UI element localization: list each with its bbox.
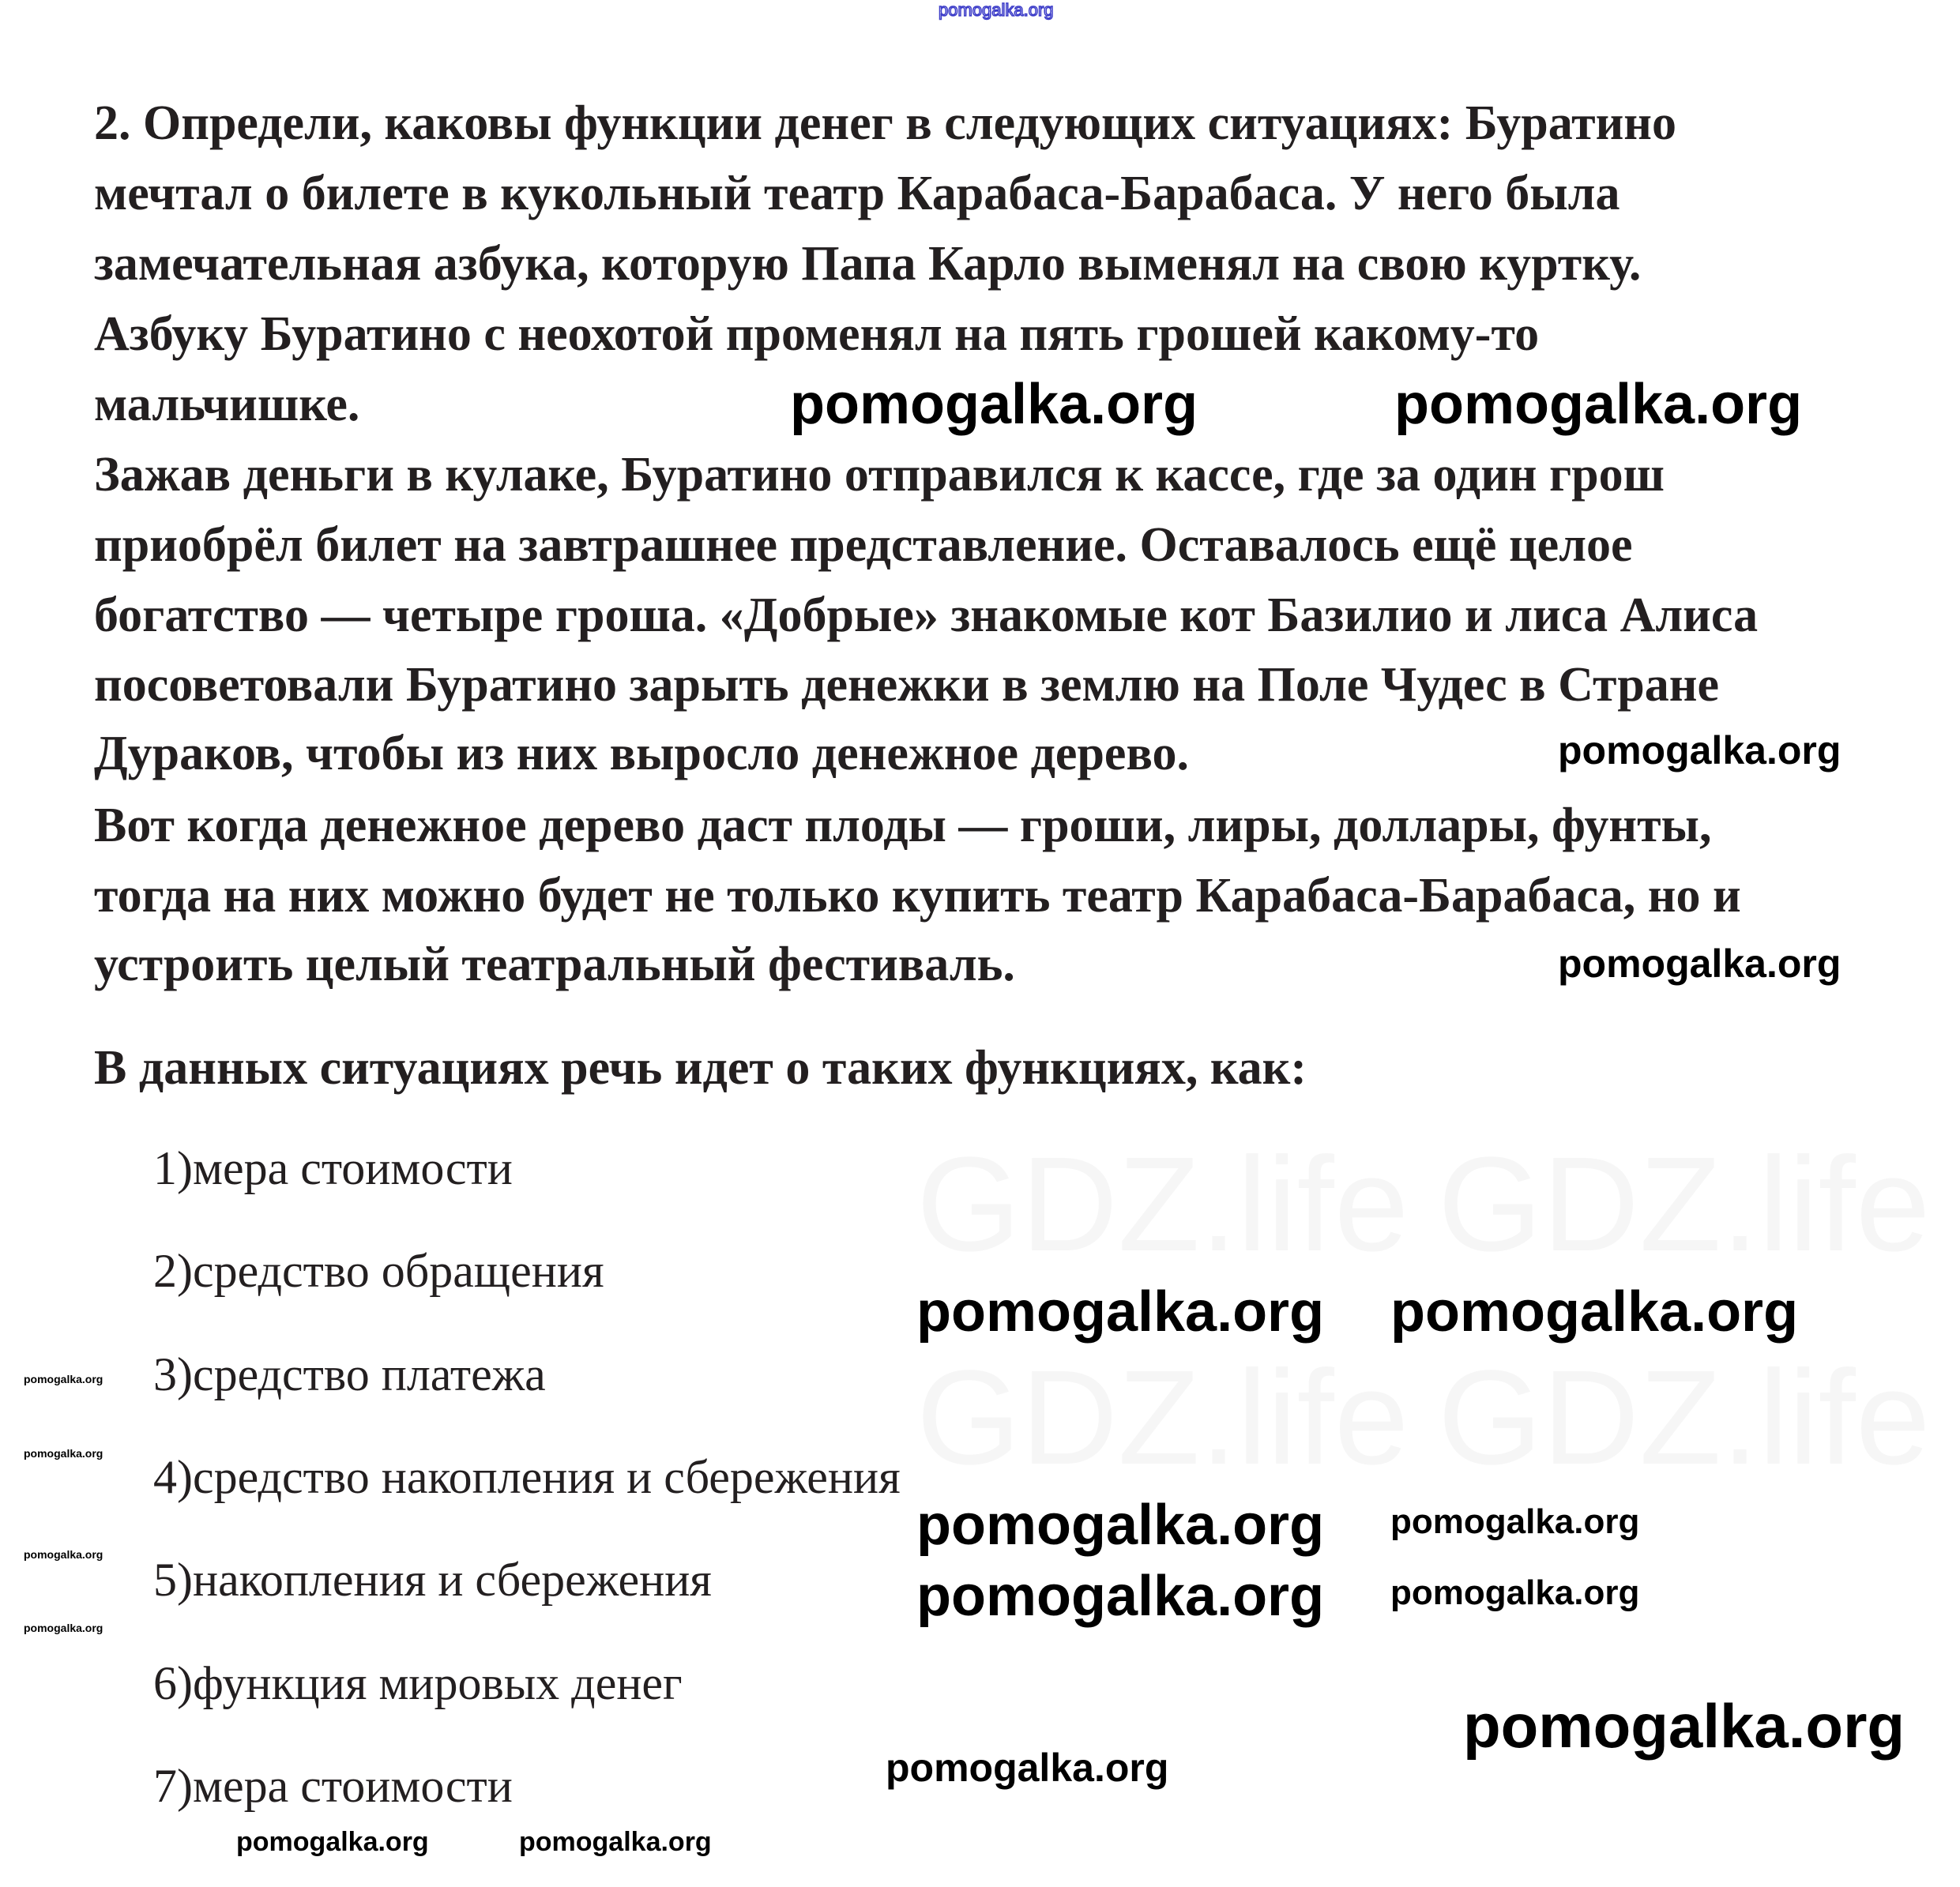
watermark: pomogalka.org xyxy=(916,1565,1325,1628)
watermark: pomogalka.org xyxy=(519,1827,712,1857)
task-line: мальчишке. xyxy=(94,378,360,431)
answer-item: 6)функция мировых денег xyxy=(153,1657,683,1709)
task-line: богатство — четыре гроша. «Добрые» знакомые кот Базилио и лиса Алиса xyxy=(94,588,1759,642)
task-line: приобрёл билет на завтрашнее представление. Оставалось ещё целое xyxy=(94,518,1633,572)
watermark: pomogalka.org xyxy=(1390,1502,1640,1541)
faint-watermark: GDZ.life xyxy=(1438,1343,1931,1493)
watermark: pomogalka.org xyxy=(24,1622,103,1634)
task-line: посоветовали Буратино зарыть денежки в землю на Поле Чудес в Стране xyxy=(94,658,1719,712)
task-line: устроить целый театральный фестиваль. xyxy=(94,938,1015,991)
watermark: pomogalka.org xyxy=(1390,1280,1799,1344)
watermark: pomogalka.org xyxy=(24,1373,103,1385)
faint-watermark: GDZ.life xyxy=(1438,1130,1931,1280)
task-line: тогда на них можно будет не только купить театр Карабаса-Барабаса, но и xyxy=(94,869,1741,923)
answer-item: 5)накопления и сбережения xyxy=(153,1554,712,1606)
task-line: Зажав деньги в кулаке, Буратино отправился к кассе, где за один грош xyxy=(94,448,1665,502)
watermark: pomogalka.org xyxy=(916,1280,1325,1344)
watermark: pomogalka.org xyxy=(1390,1573,1640,1612)
watermark: pomogalka.org xyxy=(24,1548,103,1561)
answer-item: 3)средство платежа xyxy=(153,1348,546,1400)
answer-item: 4)средство накопления и сбережения xyxy=(153,1451,901,1503)
watermark: pomogalka.org xyxy=(916,1494,1325,1557)
watermark: pomogalka.org xyxy=(24,1447,103,1460)
answer-item: 2)средство обращения xyxy=(153,1245,604,1297)
watermark: pomogalka.org xyxy=(1394,373,1803,436)
watermark: pomogalka.org xyxy=(1558,728,1841,772)
watermark: pomogalka.org xyxy=(236,1827,429,1857)
task-line: Вот когда денежное дерево даст плоды — гроши, лиры, доллары, фунты, xyxy=(94,799,1712,852)
answer-item: 7)мера стоимости xyxy=(153,1760,513,1812)
watermark: pomogalka.org xyxy=(886,1746,1169,1790)
task-line: мечтал о билете в кукольный театр Карабаса-Барабаса. У него была xyxy=(94,167,1620,220)
watermark: pomogalka.org xyxy=(1463,1691,1905,1761)
watermark: pomogalka.org xyxy=(1558,942,1841,986)
faint-watermark: GDZ.life xyxy=(916,1130,1409,1280)
answer-item: 1)мера стоимости xyxy=(153,1142,513,1194)
task-line: Азбуку Буратино с неохотой променял на пять грошей какому-то xyxy=(94,307,1540,361)
task-line: 2. Определи, каковы функции денег в следующих ситуациях: Буратино xyxy=(94,96,1677,150)
faint-watermark: GDZ.life xyxy=(916,1343,1409,1493)
watermark: pomogalka.org xyxy=(939,0,1054,20)
task-line: замечательная азбука, которую Папа Карло выменял на свою куртку. xyxy=(94,237,1642,291)
task-line: Дураков, чтобы из них выросло денежное дерево. xyxy=(94,727,1190,780)
watermark: pomogalka.org xyxy=(790,373,1198,436)
question-line: В данных ситуациях речь идет о таких функциях, как: xyxy=(94,1041,1307,1095)
